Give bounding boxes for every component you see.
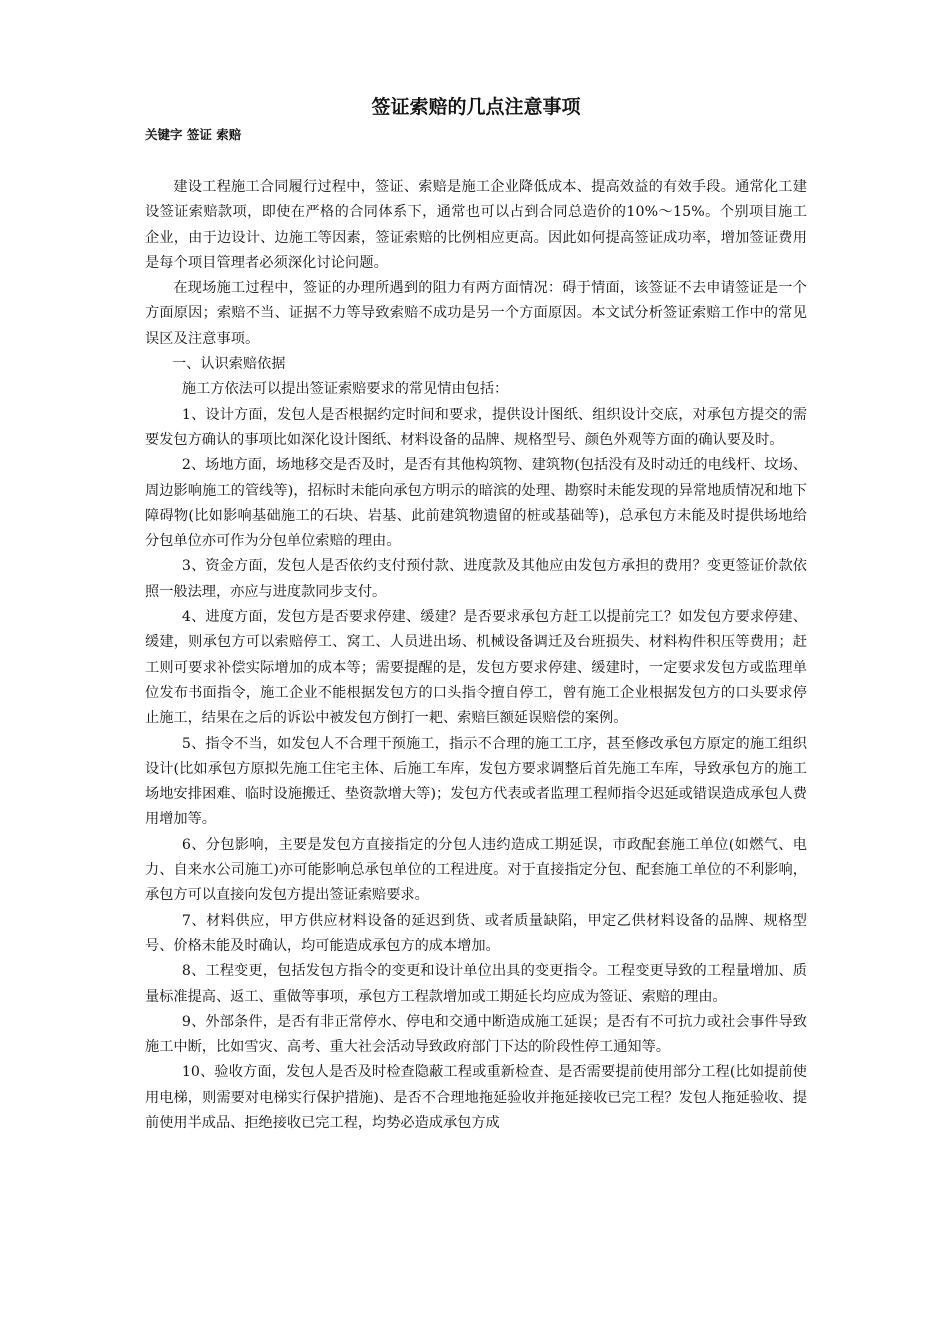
list-item: 6、分包影响，主要是发包方直接指定的分包人违约造成工期延误，市政配套施工单位(如燃气、电力、自来水公司施工)亦可能影响总承包单位的工程进度。对于直接指定分包、配套施工单位的不利影响，承包方可以直接向发包方提出签证索赔要求。 <box>145 836 807 904</box>
section-heading: 一、认识索赔依据 <box>171 356 286 373</box>
document-title: 签证索赔的几点注意事项 <box>371 96 581 118</box>
keywords-line: 关键字 签证 索赔 <box>145 127 242 142</box>
list-item: 10、验收方面，发包人是否及时检查隐蔽工程或重新检查、是否需要提前使用部分工程(比如提前使用电梯，则需要对电梯实行保护措施)、是否不合理地拖延验收并拖延接收已完工程？发包人拖延验收、提前使用半成品、拒绝接收已完工程，均势必造成承包方成 <box>145 1064 807 1131</box>
intro-paragraph: 在现场施工过程中，签证的办理所遇到的阻力有两方面情况：碍于情面，该签证不去申请签证是一个方面原因；索赔不当、证据不力等导致索赔不成功是另一个方面原因。本文试分析签证索赔工作中的常见误区及注意事项。 <box>145 280 807 347</box>
list-item: 3、资金方面，发包人是否依约支付预付款、进度款及其他应由发包方承担的费用？变更签证价款依照一般法理，亦应与进度款同步支付。 <box>145 558 807 600</box>
list-item: 7、材料供应，甲方供应材料设备的延迟到货、或者质量缺陷，甲定乙供材料设备的品牌、规格型号、价格未能及时确认，均可能造成承包方的成本增加。 <box>145 912 807 954</box>
list-item: 1、设计方面，发包人是否根据约定时间和要求，提供设计图纸、组织设计交底，对承包方提交的需要发包方确认的事项比如深化设计图纸、材料设备的品牌、规格型号、颜色外观等方面的确认要及时。 <box>145 406 807 448</box>
list-item: 4、进度方面，发包方是否要求停建、缓建？是否要求承包方赶工以提前完工？如发包方要求停建、缓建，则承包方可以索赔停工、窝工、人员进出场、机械设备调迁及台班损失、材料构件积压等费用；赶工则可要求补偿实际增加的成本等；需要提醒的是，发包方要求停建、缓建时，一定要求发包方或监理单位发布书面指令，施工企业不能根据发包方的口头指令擅自停工，曾有施工企业根据发包方的口头要求停止施工，结果在之后的诉讼中被发包方倒打一耙、索赔巨额延误赔偿的案例。 <box>145 609 807 727</box>
document-page <box>145 92 807 1136</box>
intro-paragraph: 建设工程施工合同履行过程中，签证、索赔是施工企业降低成本、提高效益的有效手段。通常化工建设签证索赔款项，即使在严格的合同体系下，通常也可以占到合同总造价的10%～15%。个别项目施工企业，由于边设计、边施工等因素，签证索赔的比例相应更高。因此如何提高签证成功率，增加签证费用是每个项目管理者必须深化讨论问题。 <box>145 179 807 271</box>
document-body <box>145 175 807 1136</box>
section-lead: 施工方依法可以提出签证索赔要求的常见情由包括： <box>181 381 509 398</box>
list-item: 5、指令不当，如发包人不合理干预施工，指示不合理的施工工序，甚至修改承包方原定的施工组织设计(比如承包方原拟先施工住宅主体、后施工车库，发包方要求调整后首先施工车库，导致承包方的施工场地安排困难、临时设施搬迁、垫资款增大等)；发包方代表或者监理工程师指令迟延或错误造成承包人费用增加等。 <box>145 735 807 828</box>
list-item: 2、场地方面，场地移交是否及时，是否有其他构筑物、建筑物(包括没有及时动迁的电线杆、坟场、周边影响施工的管线等)，招标时未能向承包方明示的暗滨的处理、勘察时未能发现的异常地质情况和地下障碍物(比如影响基础施工的石块、岩基、此前建筑物遗留的桩或基础等)，总承包方未能及时提供场地给分包单位亦可作为分包单位索赔的理由。 <box>145 457 807 550</box>
list-item: 8、工程变更，包括发包方指令的变更和设计单位出具的变更指令。工程变更导致的工程量增加、质量标准提高、返工、重做等事项，承包方工程款增加或工期延长均应成为签证、索赔的理由。 <box>145 963 807 1005</box>
list-item: 9、外部条件，是否有非正常停水、停电和交通中断造成施工延误；是否有不可抗力或社会事件导致施工中断，比如雪灾、高考、重大社会活动导致政府部门下达的阶段性停工通知等。 <box>145 1013 807 1056</box>
